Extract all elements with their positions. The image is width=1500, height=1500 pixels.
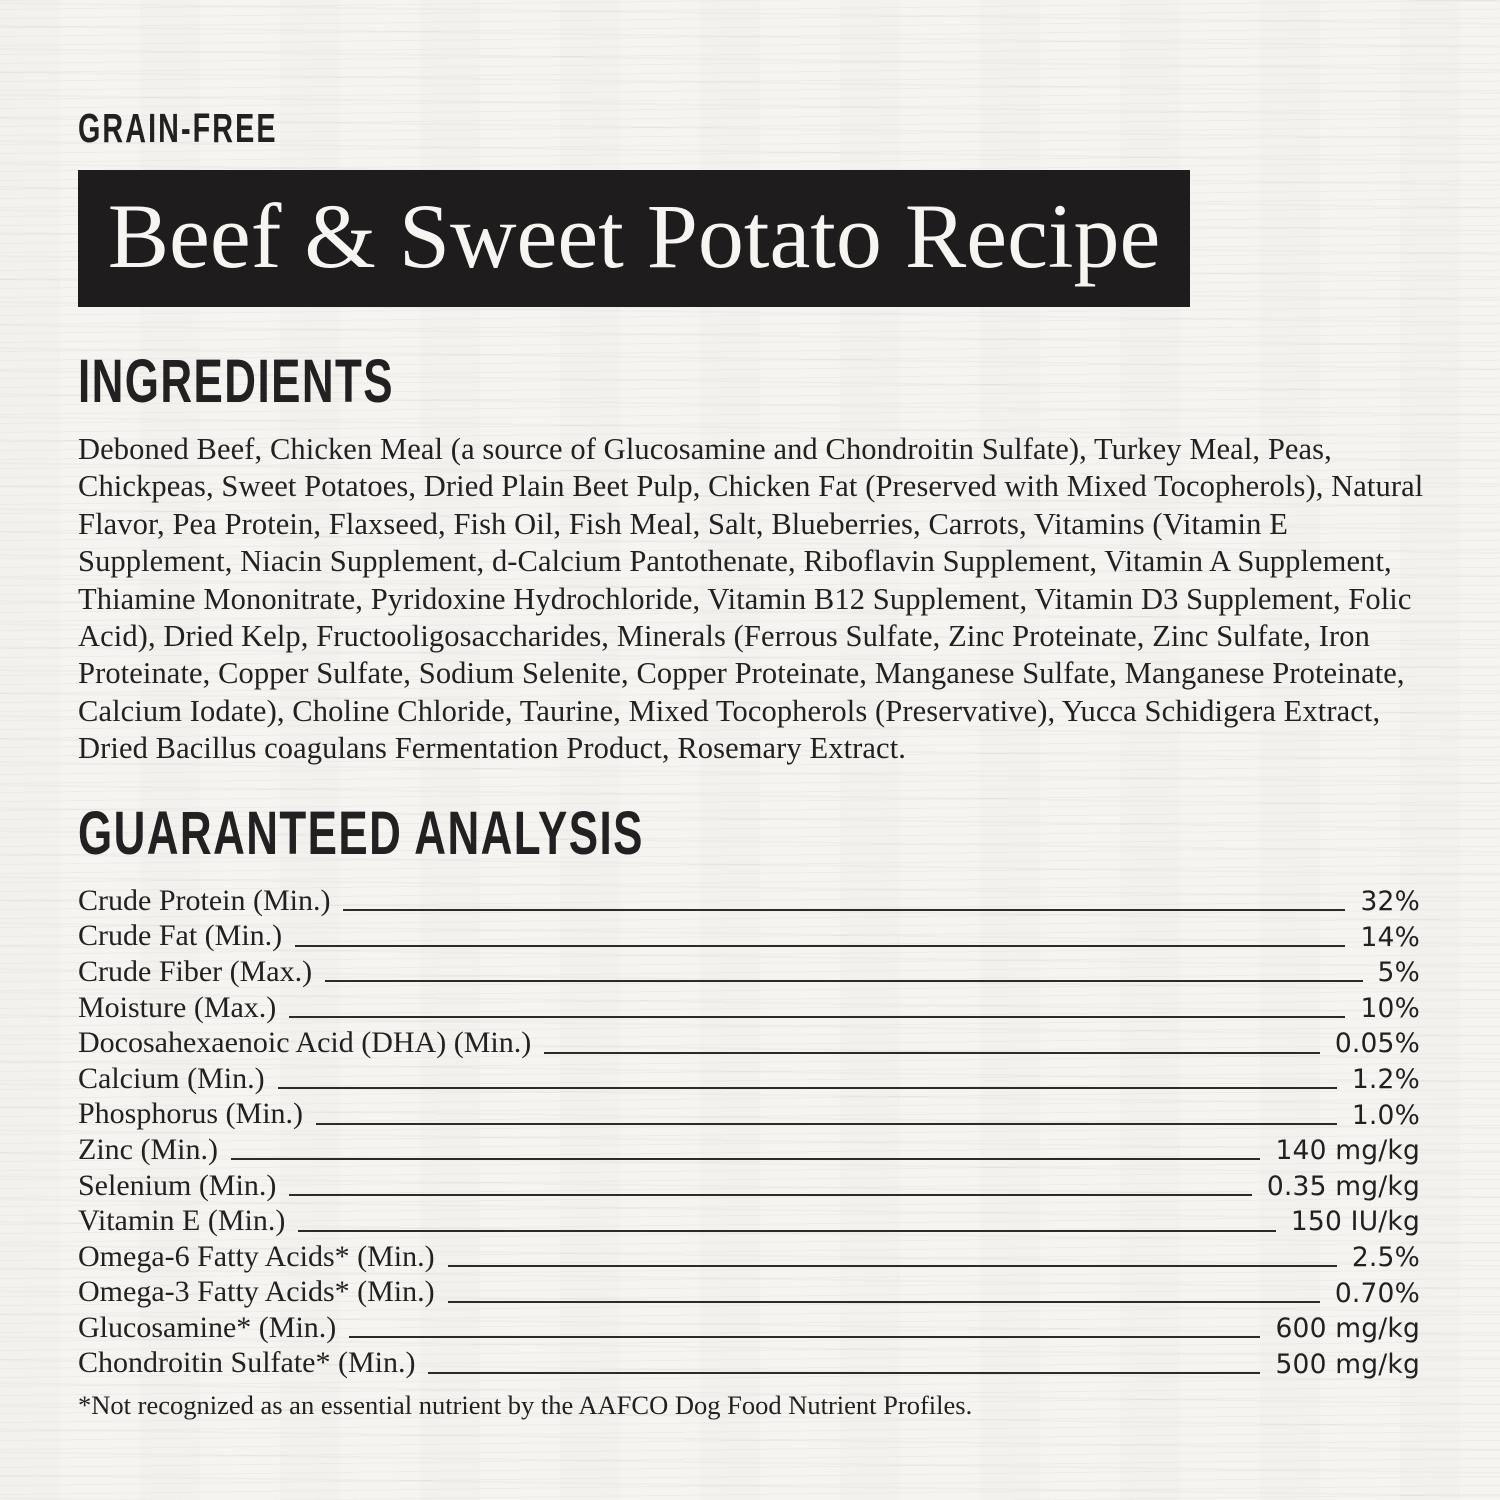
nutrient-value: 150 IU/kg [1290, 1206, 1420, 1238]
nutrient-label: Omega-6 Fatty Acids* (Min.) [78, 1239, 435, 1273]
nutrient-value: 1.2% [1351, 1064, 1420, 1096]
nutrient-value: 32% [1360, 886, 1420, 918]
nutrient-label: Docosahexaenoic Acid (DHA) (Min.) [78, 1026, 532, 1060]
nutrient-label: Chondroitin Sulfate* (Min.) [78, 1346, 416, 1380]
nutrient-value: 2.5% [1351, 1242, 1420, 1274]
leader-line [325, 980, 1362, 982]
leader-line [316, 1123, 1337, 1125]
analysis-row [78, 987, 1420, 1023]
aafco-footnote: *Not recognized as an essential nutrient by the AAFCO Dog Food Nutrient Profiles. [78, 1389, 973, 1420]
leader-line [428, 1372, 1260, 1374]
analysis-row [78, 1272, 1420, 1308]
nutrient-label: Zinc (Min.) [78, 1132, 218, 1166]
analysis-row [78, 952, 1420, 988]
nutrient-label: Crude Fat (Min.) [78, 919, 283, 953]
nutrient-label: Calcium (Min.) [78, 1061, 265, 1095]
analysis-row [78, 1165, 1420, 1201]
leader-line [298, 1230, 1276, 1232]
recipe-title: Beef & Sweet Potato Recipe [107, 184, 1161, 287]
nutrient-value: 0.70% [1334, 1277, 1420, 1309]
leader-line [278, 1087, 1337, 1089]
leader-line [343, 909, 1345, 911]
analysis-row [78, 1237, 1420, 1273]
leader-line [231, 1158, 1260, 1160]
analysis-row [78, 1023, 1420, 1059]
nutrient-value: 600 mg/kg [1275, 1313, 1420, 1345]
nutrient-value: 1.0% [1351, 1099, 1420, 1131]
nutrient-label: Vitamin E (Min.) [78, 1204, 286, 1238]
nutrient-label: Crude Fiber (Max.) [78, 954, 313, 988]
nutrient-label: Omega-3 Fatty Acids* (Min.) [78, 1275, 435, 1309]
nutrient-label: Moisture (Max.) [78, 990, 277, 1024]
analysis-row [78, 1059, 1420, 1095]
recipe-title-banner [78, 170, 1190, 307]
analysis-row [78, 1130, 1420, 1166]
leader-line [448, 1265, 1337, 1267]
nutrient-label: Selenium (Min.) [78, 1168, 277, 1202]
leader-line [289, 1194, 1252, 1196]
nutrient-value: 0.35 mg/kg [1266, 1170, 1420, 1202]
guaranteed-analysis-table [78, 881, 1420, 1379]
leader-line [448, 1301, 1320, 1303]
nutrient-value: 10% [1360, 992, 1420, 1024]
guaranteed-analysis-heading: GUARANTEED ANALYSIS [78, 798, 644, 867]
nutrient-value: 5% [1377, 957, 1420, 989]
nutrient-value: 0.05% [1334, 1028, 1420, 1060]
ingredients-heading: INGREDIENTS [78, 347, 394, 415]
analysis-row [78, 916, 1420, 952]
analysis-row [78, 1094, 1420, 1130]
leader-line [349, 1336, 1260, 1338]
nutrient-label: Phosphorus (Min.) [78, 1097, 304, 1131]
analysis-row [78, 1308, 1420, 1344]
nutrient-label: Glucosamine* (Min.) [78, 1310, 337, 1344]
leader-line [295, 945, 1345, 947]
analysis-row [78, 1343, 1420, 1379]
analysis-row [78, 881, 1420, 917]
ingredients-list: Deboned Beef, Chicken Meal (a source of Glucosamine and Chondroitin Sulfate), Turkey Meal, Peas, Chickpeas, Sweet Potatoes, Dried Plain Beet Pulp, Chicken Fat (Preserved with Mixed Tocopherols), Natural Flavor, Pea Protein, Flaxseed, Fish Oil, Fish Meal, Salt, Blueberries, Carrots, Vitamins (Vitamin E Supplement, Niacin Supplement, d-Calcium Pantothenate, Riboflavin Supplement, Vitamin A Supplement, Thiamine Mononitrate, Pyridoxine Hydrochloride, Vitamin B12 Supplement, Vitamin D3 Supplement, Folic Acid), Dried Kelp, Fructooligosaccharides, Minerals (Ferrous Sulfate, Zinc Proteinate, Zinc Sulfate, Iron Proteinate, Copper Sulfate, Sodium Selenite, Copper Proteinate, Manganese Sulfate, Manganese Proteinate, Calcium Iodate), Choline Chloride, Taurine, Mixed Tocopherols (Preservative), Yucca Schidigera Extract, Dried Bacillus coagulans Fermentation Product, Rosemary Extract. [78, 432, 1424, 766]
nutrient-label: Crude Protein (Min.) [78, 883, 331, 917]
nutrient-value: 500 mg/kg [1275, 1348, 1420, 1380]
analysis-row [78, 1201, 1420, 1237]
leader-line [289, 1016, 1345, 1018]
leader-line [544, 1052, 1320, 1054]
nutrient-value: 14% [1360, 921, 1420, 953]
grain-free-badge: GRAIN-FREE [78, 105, 278, 151]
nutrient-value: 140 mg/kg [1275, 1135, 1420, 1167]
